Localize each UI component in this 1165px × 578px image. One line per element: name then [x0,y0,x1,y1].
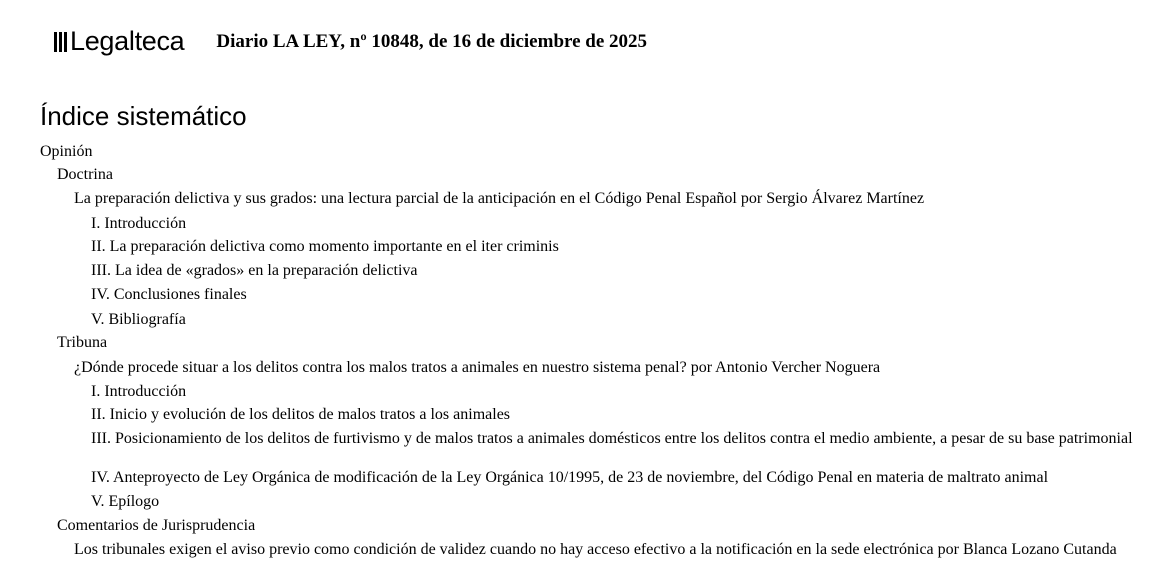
toc-chapter[interactable]: I. Introducción [91,383,187,400]
toc-chapter[interactable]: V. Bibliografía [91,311,186,328]
journal-title: Diario LA LEY, nº 10848, de 16 de diciembre de 2025 [216,30,648,52]
toc-article[interactable]: La preparación delictiva y sus grados: una lectura parcial de la anticipación en el Código Penal Español por Sergio Álvarez Martínez [74,190,925,207]
legalteca-logo[interactable] [54,28,184,55]
toc-chapter[interactable]: I. Introducción [91,215,187,232]
toc-chapter[interactable]: V. Epílogo [91,493,160,510]
toc-chapter[interactable]: IV. Anteproyecto de Ley Orgánica de modificación de la Ley Orgánica 10/1995, de 23 de noviembre, del Código Penal en materia de maltrato animal [91,469,1049,486]
toc-subsection-doctrina[interactable]: Doctrina [57,166,113,183]
toc-chapter[interactable]: II. La preparación delictiva como momento importante en el iter criminis [91,238,559,255]
header [54,28,647,55]
toc-chapter[interactable]: III. La idea de «grados» en la preparación delictiva [91,262,418,279]
page-title: Índice sistemático [40,101,247,131]
toc-article[interactable]: Los tribunales exigen el aviso previo como condición de validez cuando no hay acceso efectivo a la notificación en la sede electrónica por Blanca Lozano Cutanda [74,541,1117,558]
logo-bars-icon [54,32,67,52]
toc-chapter[interactable]: III. Posicionamiento de los delitos de furtivismo y de malos tratos a animales domésticos entre los delitos contra el medio ambiente, a pesar de su base patrimonial [91,430,1133,447]
toc-section-opinion[interactable]: Opinión [40,143,93,160]
logo-text: Legalteca [70,26,185,56]
toc-article[interactable]: ¿Dónde procede situar a los delitos contra los malos tratos a animales en nuestro sistema penal? por Antonio Vercher Noguera [74,359,881,376]
toc-subsection-tribuna[interactable]: Tribuna [57,334,108,351]
toc-chapter[interactable]: II. Inicio y evolución de los delitos de malos tratos a los animales [91,406,511,423]
toc-subsection-comentarios[interactable]: Comentarios de Jurisprudencia [57,517,256,534]
toc-chapter[interactable]: IV. Conclusiones finales [91,286,247,303]
